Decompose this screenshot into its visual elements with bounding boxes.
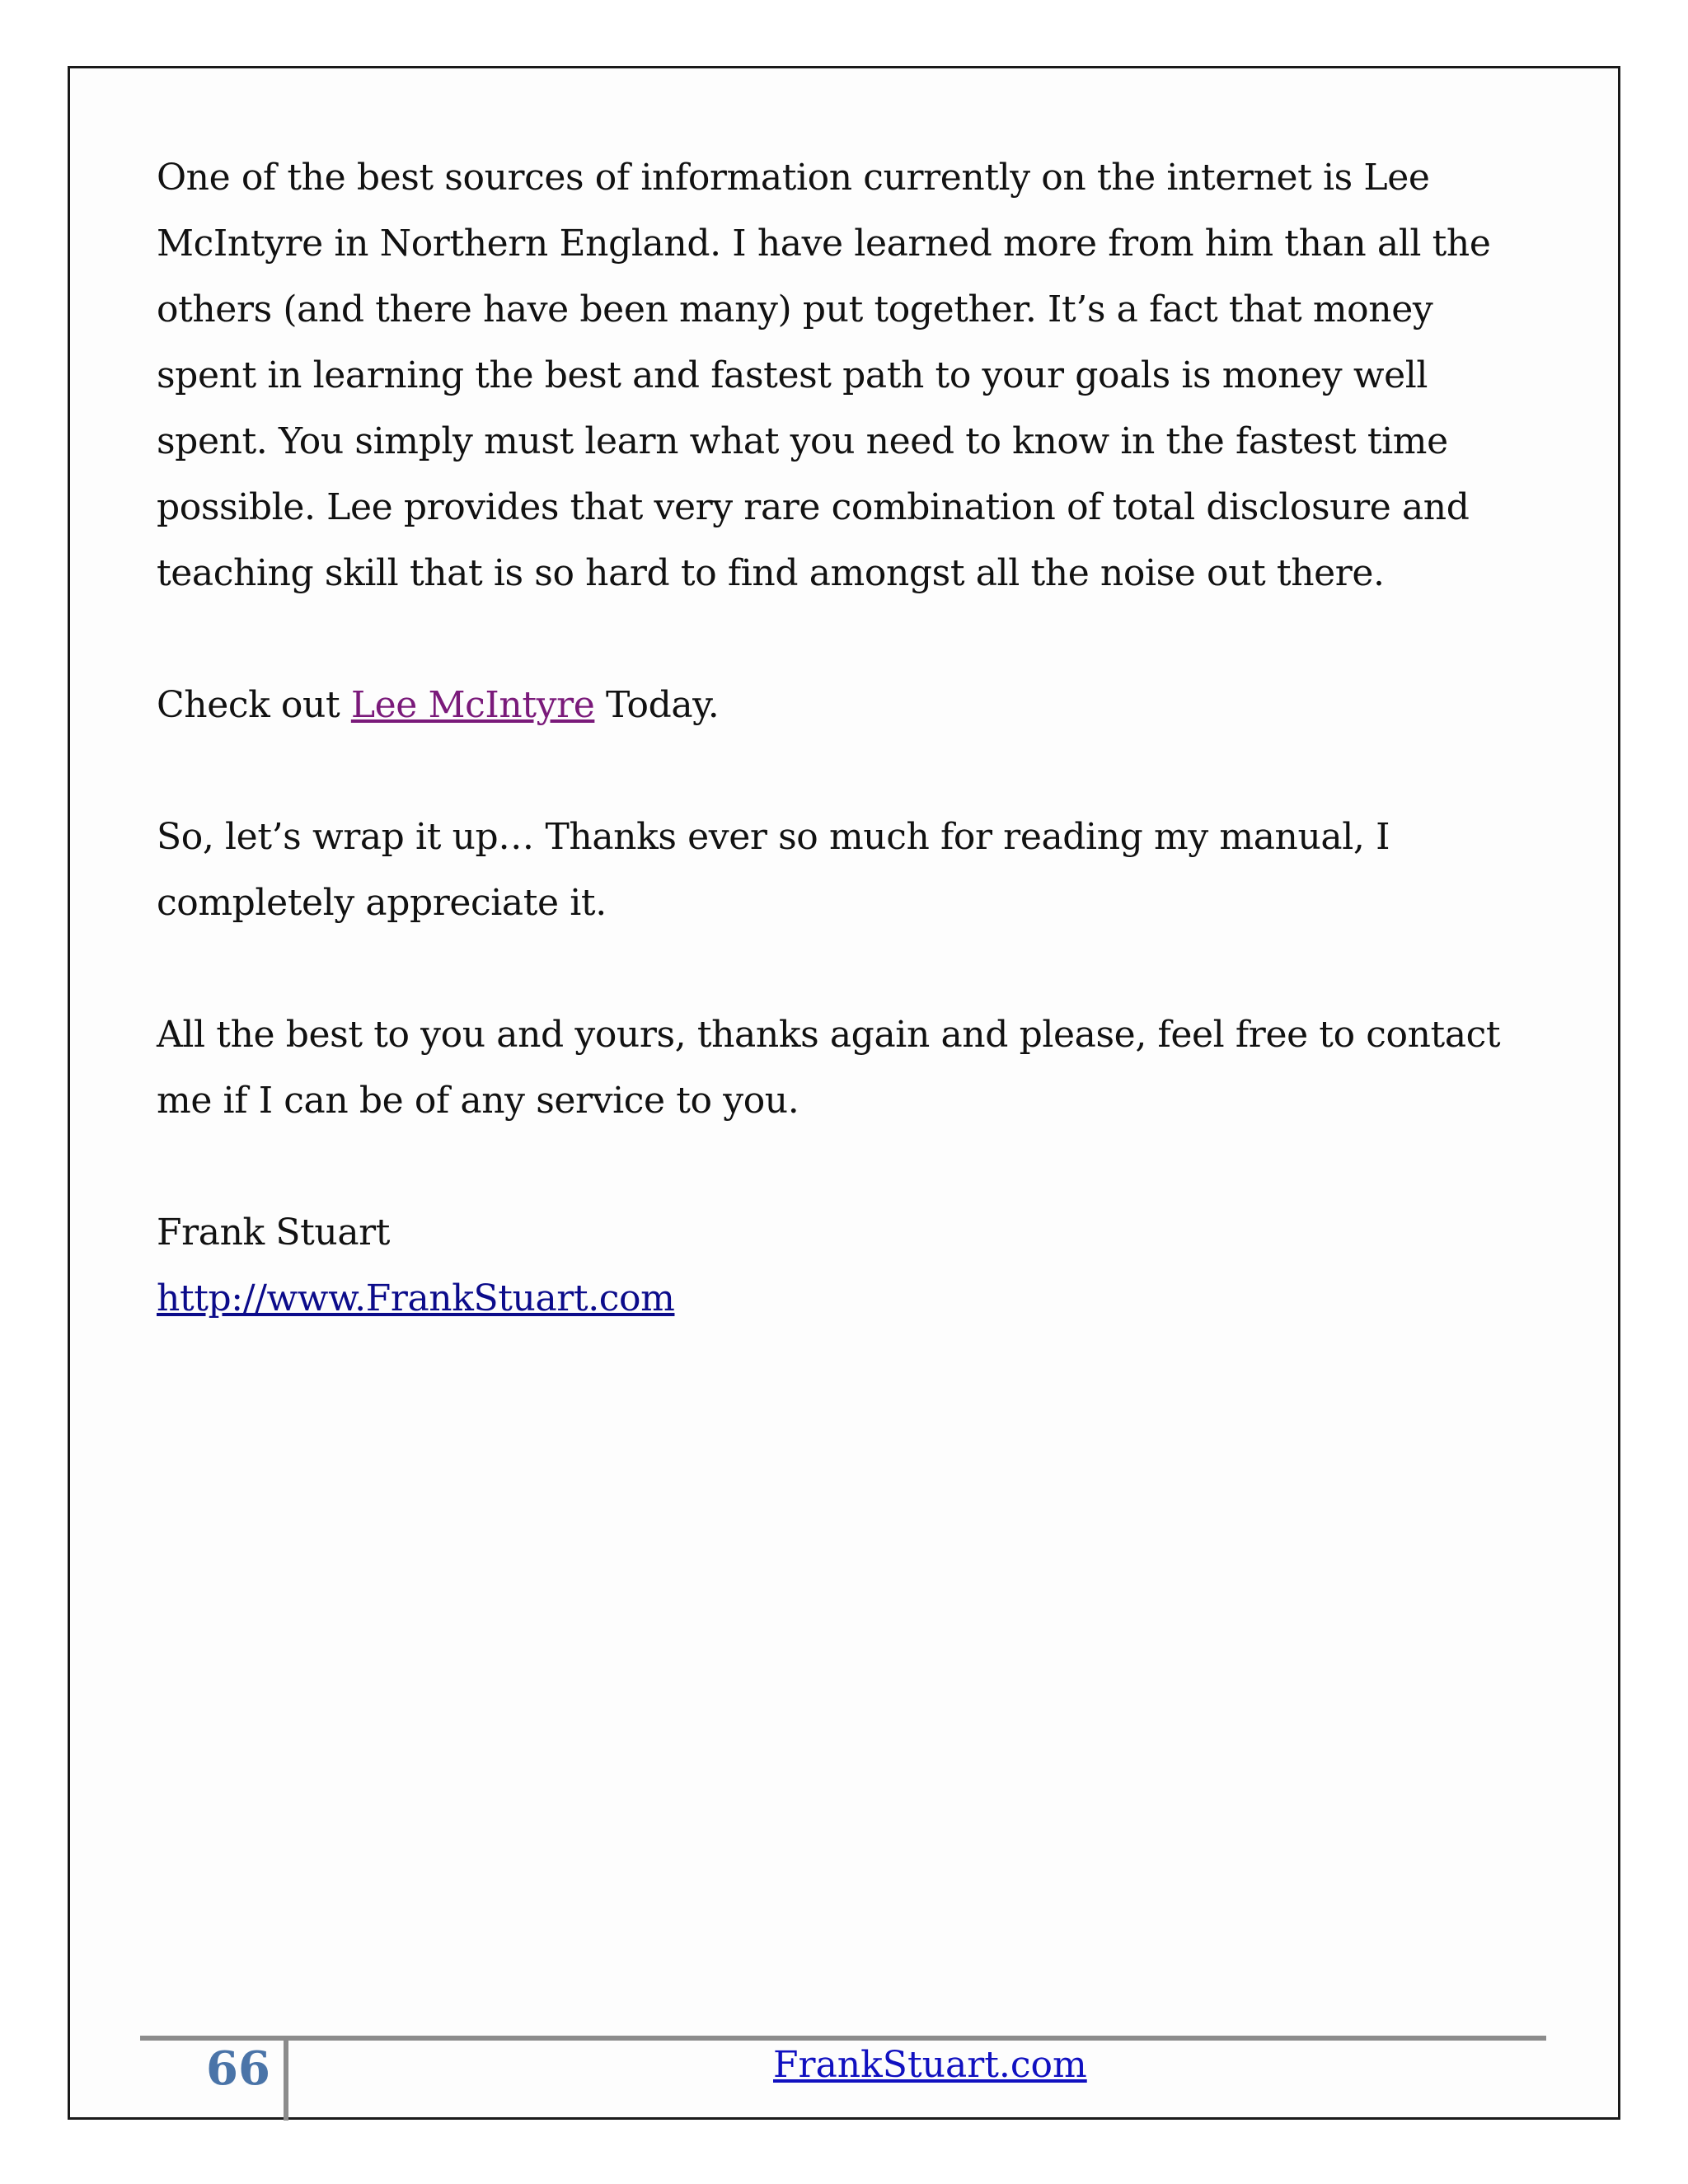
paragraph-check-out: [157, 673, 1541, 738]
paragraph-all-the-best: All the best to you and yours, thanks again and please, feel free to contact me if I can be of any service to you.: [157, 1014, 1501, 1122]
footer-divider: [284, 2038, 288, 2121]
paragraph-wrap-up: So, let’s wrap it up… Thanks ever so much for reading my manual, I completely appreciate it.: [157, 816, 1390, 924]
signature-name: Frank Stuart: [157, 1212, 391, 1254]
paragraph-lee-mcintyre: One of the best sources of information currently on the internet is Lee McIntyre in Northern England. I have learned more from him than all the others (and there have been many) put together. It’s a fact that money spent in learning the best and fastest path to your goals is money well spent. You simply must learn what you need to know in the fastest time possible. Lee provides that very rare combination of total disclosure and teaching skill that is so hard to find amongst all the noise out there.: [157, 157, 1491, 594]
footer-rule: [140, 2036, 1546, 2041]
footer-site-link[interactable]: FrankStuart.com: [773, 2044, 1087, 2086]
frankstuart-url-link[interactable]: http://www.FrankStuart.com: [157, 1277, 675, 1319]
signature-url-line: [157, 1266, 1541, 1332]
document-body: [157, 145, 1541, 1332]
page-number: 66: [206, 2041, 270, 2096]
check-out-prefix: Check out: [157, 684, 351, 726]
lee-mcintyre-link[interactable]: Lee McIntyre: [350, 684, 595, 726]
check-out-suffix: Today.: [594, 684, 720, 726]
